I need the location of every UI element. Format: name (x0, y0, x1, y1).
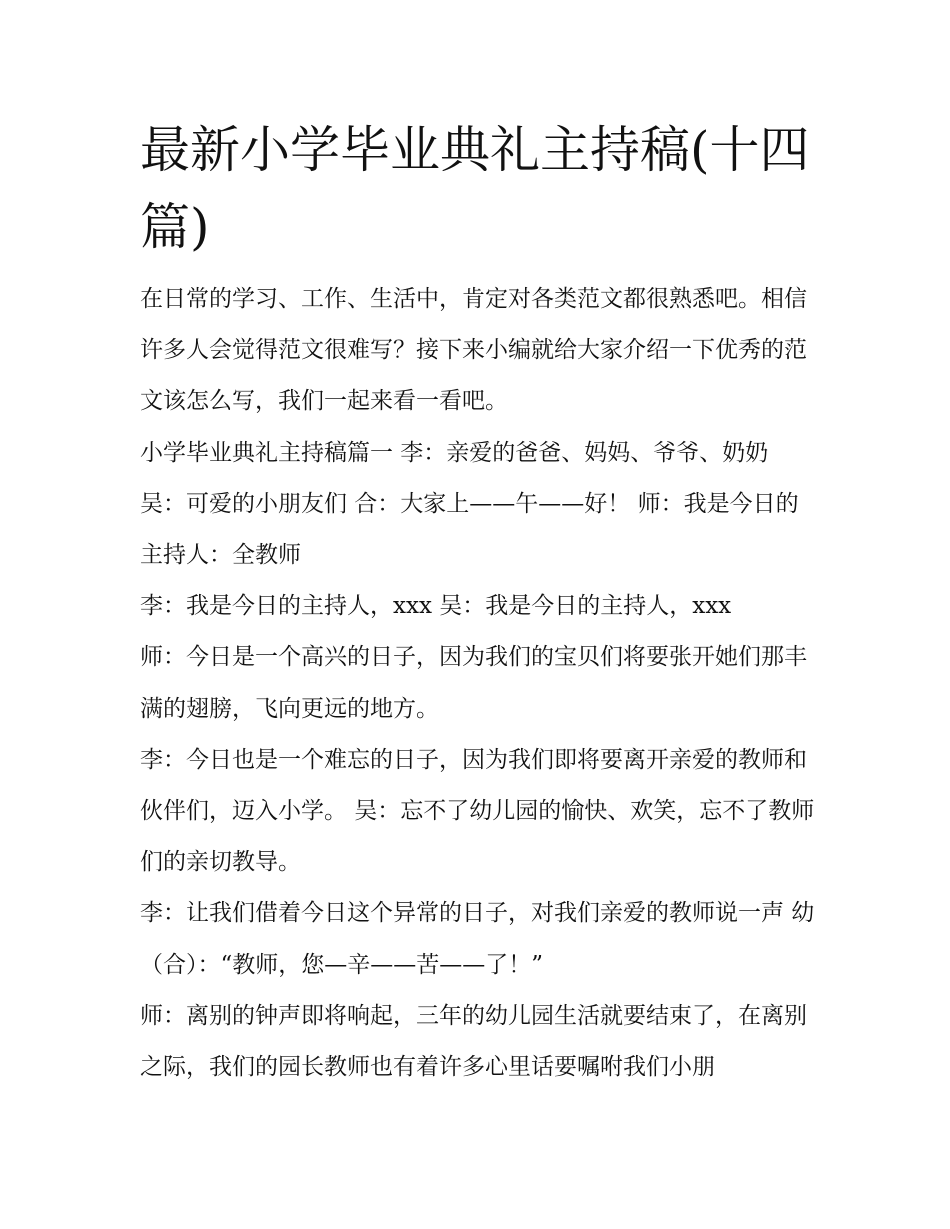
paragraph-opening: 小学毕业典礼主持稿篇一 李：亲爱的爸爸、妈妈、爷爷、奶奶 吴：可爱的小朋友们 合：大家上——午——好！ 师：我是今日的主持人：全教师 (140, 439, 799, 569)
paragraph-li-2: 李：让我们借着今日这个异常的日子，对我们亲爱的教师说一声 幼（合）：“教师，您—辛——苦——了！” (140, 900, 815, 978)
paragraph-teacher-1: 师：今日是一个高兴的日子，因为我们的宝贝们将要张开她们那丰满的翅膀，飞向更远的地方。 (140, 644, 807, 722)
paragraph-li-1: 李：今日也是一个难忘的日子，因为我们即将要离开亲爱的教师和伙伴们，迈入小学。 吴：忘不了幼儿园的愉快、欢笑，忘不了教师们的亲切教导。 (140, 746, 815, 876)
paragraph-teacher-2: 师：离别的钟声即将响起，三年的幼儿园生活就要结束了，在离别之际，我们的园长教师也有着许多心里话要嘱咐我们小朋 (140, 1002, 807, 1081)
document-body (140, 274, 820, 1093)
document-title: 最新小学毕业典礼主持稿(十四篇) (140, 121, 810, 256)
paragraph-intro: 在日常的学习、工作、生活中，肯定对各类范文都很熟悉吧。相信许多人会觉得范文很难写？接下来小编就给大家介绍一下优秀的范文该怎么写，我们一起来看一看吧。 (140, 286, 807, 415)
paragraph-host-intro: 李：我是今日的主持人，xxx 吴：我是今日的主持人，xxx (140, 593, 732, 620)
